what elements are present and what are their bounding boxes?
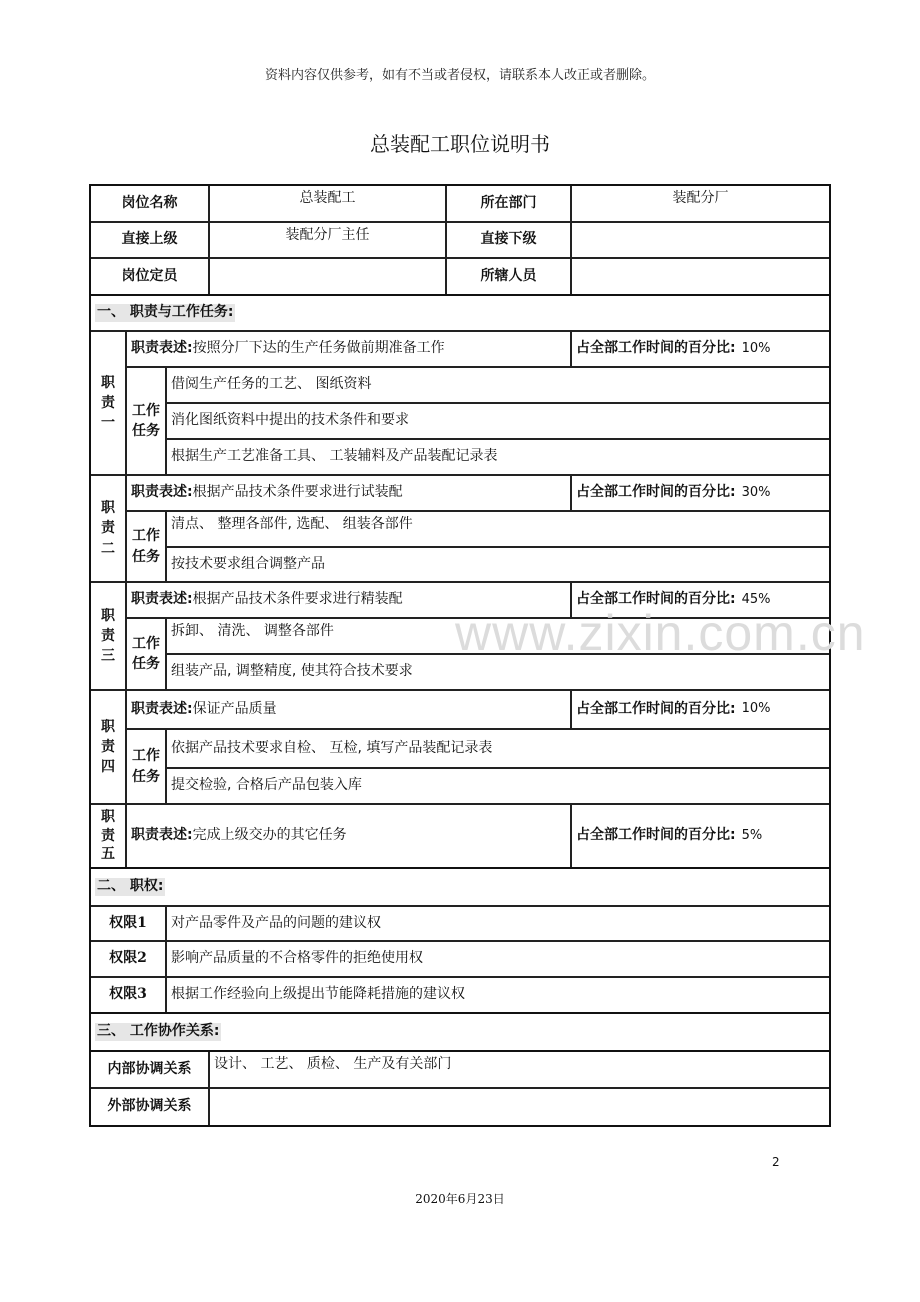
percent-label: 占全部工作时间的百分比: [576, 340, 736, 357]
duty1-name-char: 职 [101, 374, 115, 391]
task-label-line: 工作 [132, 528, 160, 545]
authority1-label: 权限1 [90, 906, 166, 941]
duty5-name-char: 职 [101, 808, 115, 825]
duty2-name-char: 二 [101, 540, 115, 557]
superior-value: 装配分厂主任 [209, 222, 446, 258]
post-name-value: 总装配工 [209, 185, 446, 222]
percent-label: 占全部工作时间的百分比: [576, 591, 736, 608]
duty3-name-char: 三 [101, 648, 115, 665]
authority3-text: 根据工作经验向上级提出节能降耗措施的建议权 [166, 977, 830, 1013]
percent-label: 占全部工作时间的百分比: [576, 700, 736, 717]
task-label-line: 任务 [132, 768, 160, 785]
staff-label: 所辖人员 [446, 258, 571, 295]
duty1-percent [571, 331, 830, 367]
authority1-text: 对产品零件及产品的问题的建议权 [166, 906, 830, 941]
disclaimer-notice: 资料内容仅供参考，如有不当或者侵权，请联系本人改正或者删除。 [264, 68, 655, 83]
quota-label: 岗位定员 [90, 258, 209, 295]
duty1-name-char: 责 [101, 394, 115, 411]
external-coordination-value [209, 1088, 830, 1126]
duty4-name-char: 职 [101, 718, 115, 735]
duty3-task: 组装产品, 调整精度, 使其符合技术要求 [166, 654, 830, 690]
duty1-task: 根据生产工艺准备工具、 工装辅料及产品装配记录表 [166, 439, 830, 475]
duty4-percent [571, 690, 830, 729]
footer-date: 2020年6月23日 [415, 1192, 505, 1206]
duty4-task-label [126, 729, 166, 804]
duty-desc-label: 职责表述: [131, 591, 193, 608]
task-label-line: 任务 [132, 423, 160, 439]
section2-title: 二、 职权: [97, 878, 164, 895]
section3-heading [90, 1013, 830, 1051]
external-coordination-label: 外部协调关系 [90, 1088, 209, 1126]
duty-desc-label: 职责表述: [131, 700, 193, 717]
duty1-task-label [126, 367, 166, 475]
internal-coordination-label: 内部协调关系 [90, 1051, 209, 1088]
duty4-task: 提交检验, 合格后产品包装入库 [166, 768, 830, 804]
duty4-percent-value: 10% [741, 701, 771, 717]
section1-title: 一、 职责与工作任务: [97, 304, 234, 321]
duty1-task: 消化图纸资料中提出的技术条件和要求 [166, 403, 830, 439]
superior-label: 直接上级 [90, 222, 209, 258]
task-label-line: 任务 [132, 548, 160, 565]
duty-desc-label: 职责表述: [131, 484, 193, 501]
duty2-name-char: 职 [101, 500, 115, 517]
duty4-name-char: 责 [101, 738, 115, 755]
duty3-name [90, 582, 126, 690]
duty2-task: 按技术要求组合调整产品 [166, 547, 830, 582]
duty1-percent-value: 10% [741, 340, 771, 356]
duty5-percent-value: 5% [741, 827, 763, 843]
duty3-task-label [126, 618, 166, 690]
section-divider [89, 867, 831, 869]
section-divider [89, 294, 831, 296]
department-label: 所在部门 [446, 185, 571, 222]
duty2-task: 清点、 整理各部件, 选配、 组装各部件 [166, 511, 830, 547]
task-label-line: 任务 [132, 656, 160, 672]
duty4-description [126, 690, 571, 729]
authority3-label: 权限3 [90, 977, 166, 1013]
duty1-name-char: 一 [101, 415, 115, 432]
page-number: 2 [772, 1155, 780, 1169]
duty5-name-char: 五 [101, 846, 115, 863]
duty2-percent [571, 475, 830, 511]
duty4-desc-text: 保证产品质量 [192, 700, 277, 717]
duty2-description [126, 475, 571, 511]
duty1-description [126, 331, 571, 367]
duty2-percent-value: 30% [741, 484, 771, 500]
task-label-line: 工作 [132, 402, 160, 419]
duty3-desc-text: 根据产品技术条件要求进行精装配 [192, 591, 403, 608]
duty-desc-label: 职责表述: [131, 340, 193, 357]
subordinate-label: 直接下级 [446, 222, 571, 258]
quota-value [209, 258, 446, 295]
section3-title: 三、 工作协作关系: [97, 1023, 220, 1040]
duty3-name-char: 职 [101, 607, 115, 624]
authority2-label: 权限2 [90, 941, 166, 977]
duty3-percent-value: 45% [741, 591, 771, 607]
task-label-line: 工作 [132, 635, 160, 652]
post-name-label: 岗位名称 [90, 185, 209, 222]
duty-desc-label: 职责表述: [131, 827, 193, 844]
watermark: www.zixin.com.cn [455, 605, 866, 661]
duty5-name [90, 804, 126, 868]
percent-label: 占全部工作时间的百分比: [576, 484, 736, 501]
duty4-name [90, 690, 126, 804]
duty5-percent [571, 804, 830, 868]
duty2-task-label [126, 511, 166, 582]
duty5-description [126, 804, 571, 868]
duty5-name-char: 责 [101, 827, 115, 844]
section-divider [89, 1012, 831, 1014]
duty1-task: 借阅生产任务的工艺、 图纸资料 [166, 367, 830, 403]
section-divider [89, 1050, 831, 1052]
duty2-desc-text: 根据产品技术条件要求进行试装配 [192, 484, 403, 501]
subordinate-value [571, 222, 830, 258]
authority2-text: 影响产品质量的不合格零件的拒绝使用权 [166, 941, 830, 977]
duty3-task: 拆卸、 清洗、 调整各部件 [166, 618, 830, 654]
duty2-name [90, 475, 126, 582]
department-value: 装配分厂 [571, 185, 830, 222]
duty1-desc-text: 按照分厂下达的生产任务做前期准备工作 [192, 340, 445, 357]
duty3-name-char: 责 [101, 627, 115, 644]
duty5-desc-text: 完成上级交办的其它任务 [192, 827, 347, 844]
section1-heading [90, 295, 830, 331]
internal-coordination-value: 设计、 工艺、 质检、 生产及有关部门 [209, 1051, 830, 1088]
percent-label: 占全部工作时间的百分比: [576, 827, 736, 844]
duty2-name-char: 责 [101, 520, 115, 537]
task-label-line: 工作 [132, 748, 160, 765]
section2-heading [90, 868, 830, 906]
staff-value [571, 258, 830, 295]
duty1-name [90, 331, 126, 475]
document-title: 总装配工职位说明书 [370, 132, 550, 156]
duty4-task: 依据产品技术要求自检、 互检, 填写产品装配记录表 [166, 729, 830, 768]
duty4-name-char: 四 [101, 759, 115, 776]
